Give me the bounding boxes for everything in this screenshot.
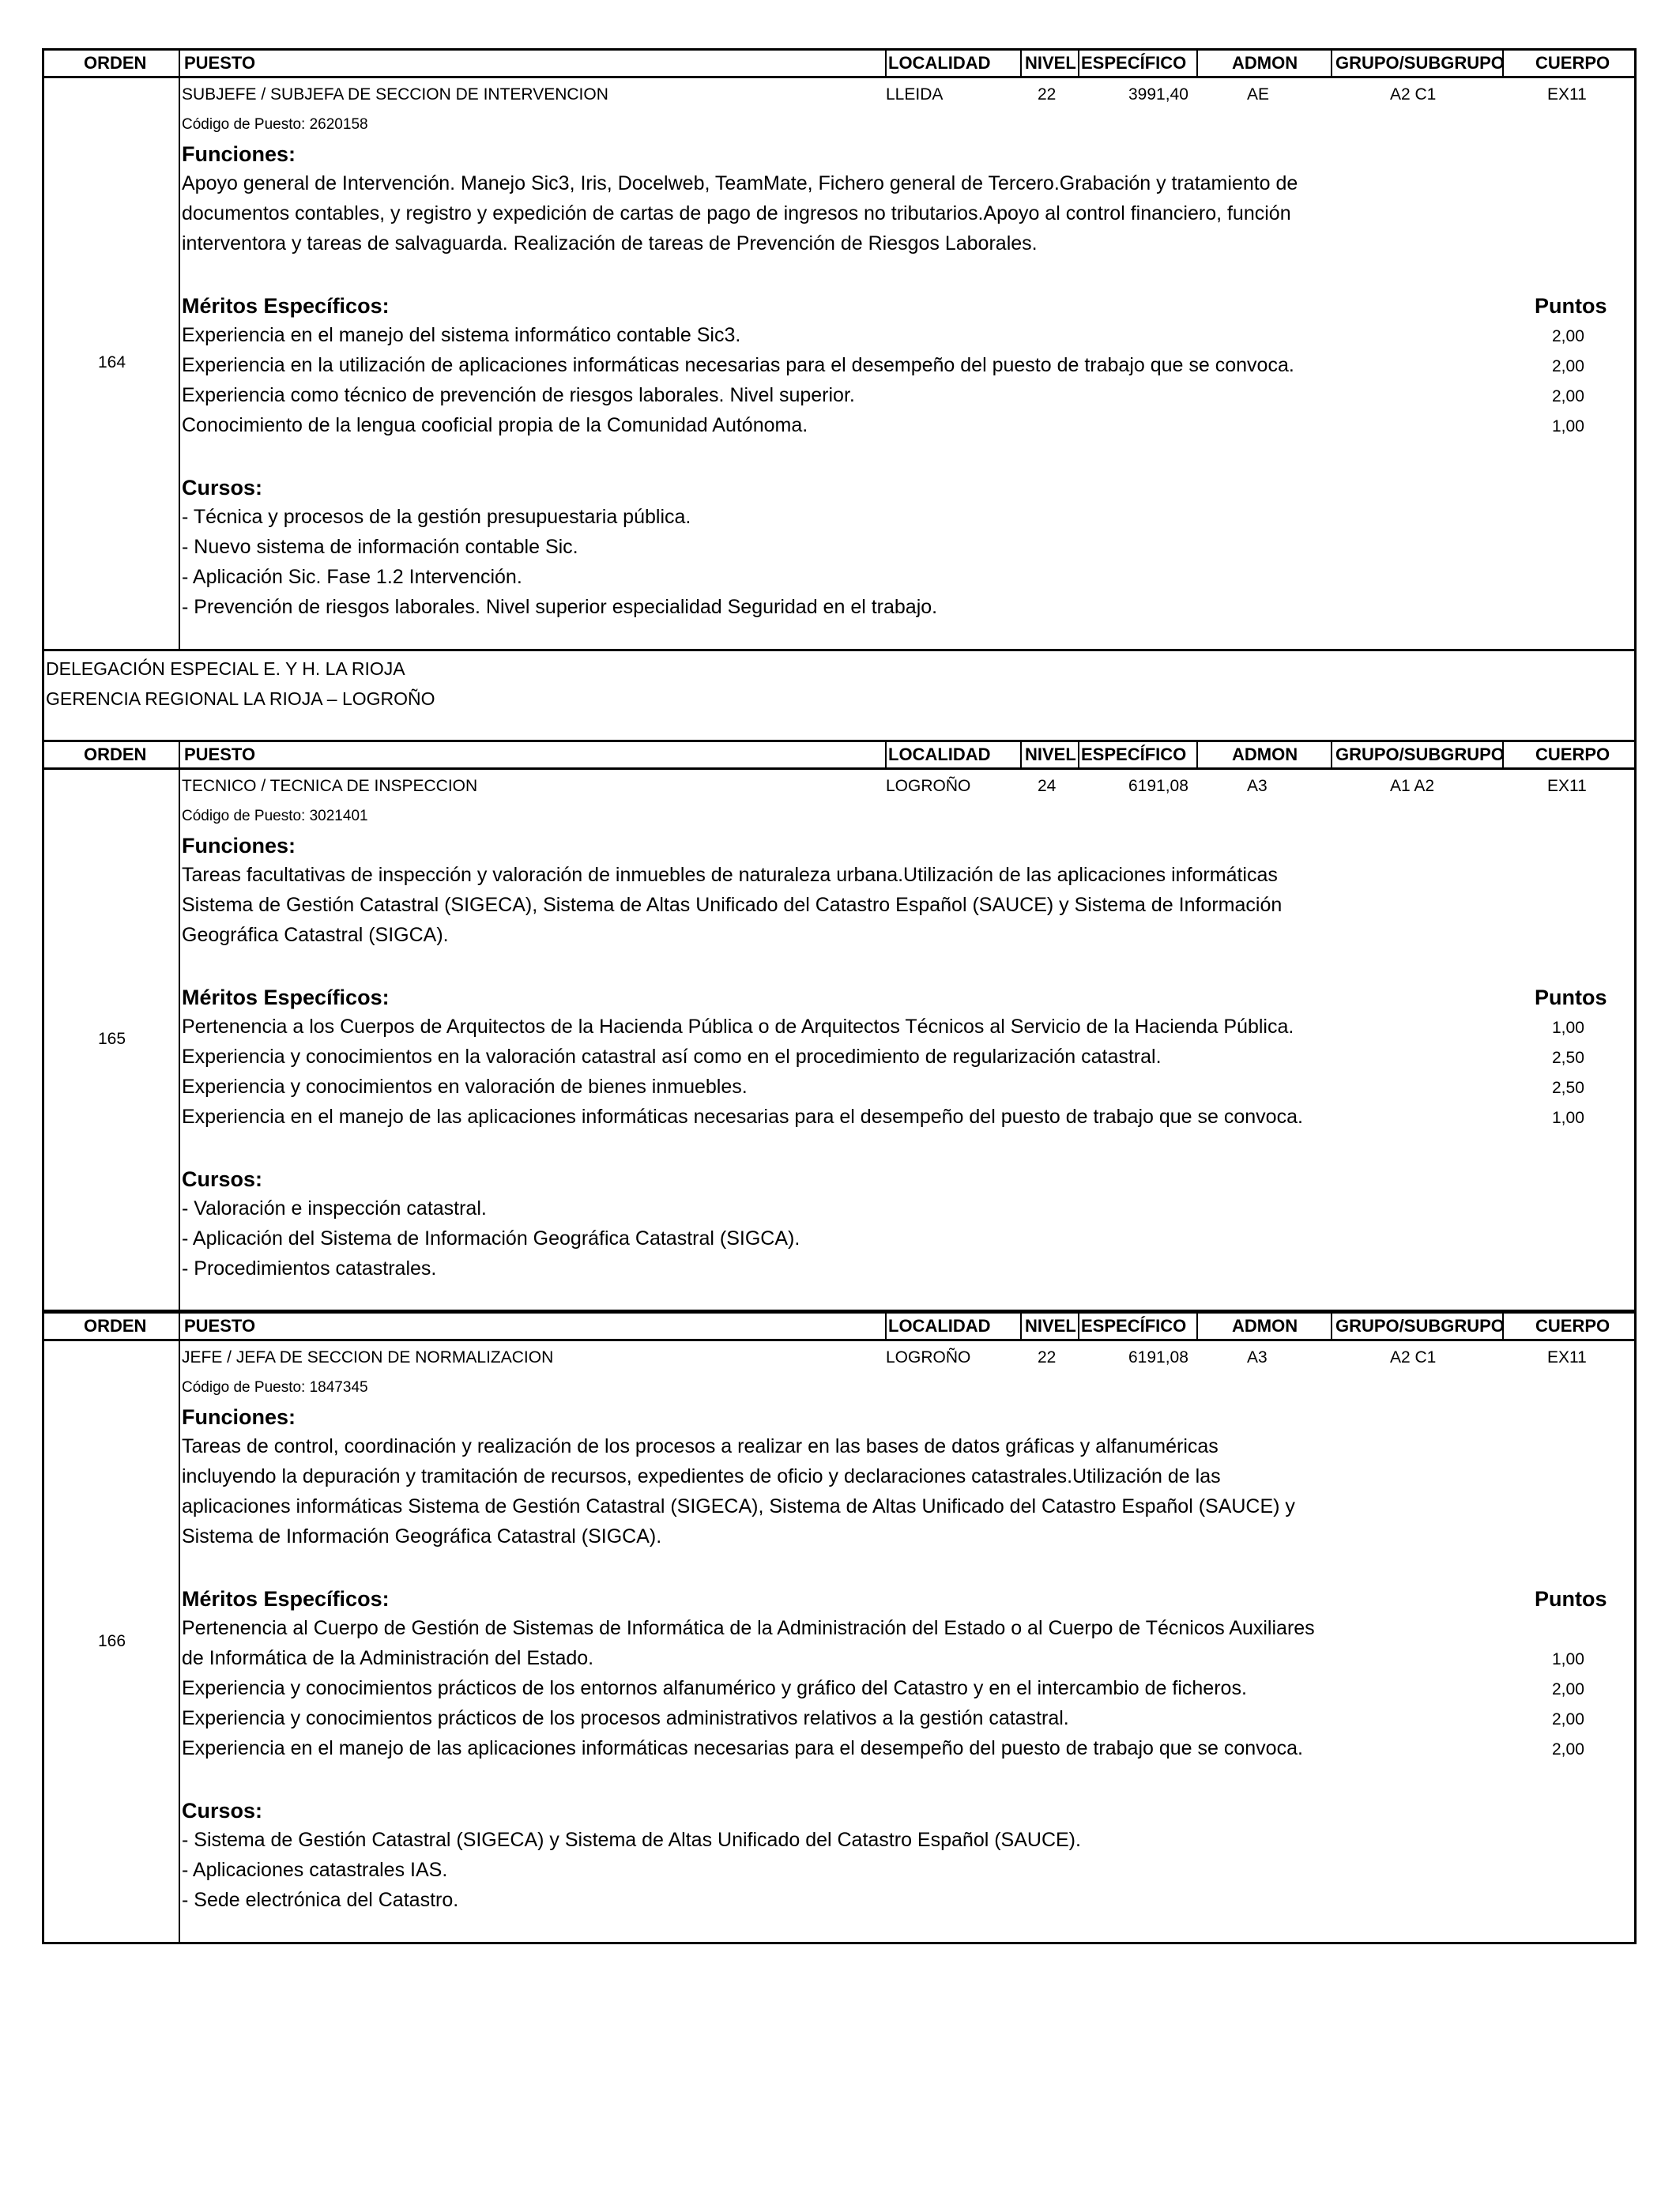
funciones-line: Apoyo general de Intervención. Manejo Sic3, Iris, Docelweb, TeamMate, Fichero general de Tercero.Grabación y tratamiento de bbox=[182, 172, 1298, 194]
header-admon: ADMON bbox=[1232, 53, 1298, 73]
funciones-line: incluyendo la depuración y tramitación de recursos, expedientes de oficio y declaraciones catastrales.Utilización de las bbox=[182, 1465, 1221, 1487]
merito-puntos: 2,00 bbox=[1552, 1710, 1584, 1728]
merito-puntos: 2,50 bbox=[1552, 1049, 1584, 1067]
merito-text: Experiencia en el manejo del sistema informático contable Sic3. bbox=[182, 324, 741, 346]
header-cuerpo: CUERPO bbox=[1535, 53, 1610, 73]
cuerpo-value: EX11 bbox=[1547, 777, 1587, 795]
curso-item: - Técnica y procesos de la gestión presupuestaria pública. bbox=[182, 506, 691, 528]
header-grupo: GRUPO/SUBGRUPO bbox=[1335, 53, 1505, 73]
merito-puntos: 1,00 bbox=[1552, 1109, 1584, 1127]
header-nivel: NIVEL bbox=[1025, 1316, 1076, 1336]
grupo-value: A1 A2 bbox=[1390, 777, 1435, 795]
nivel-value: 24 bbox=[1038, 777, 1057, 795]
curso-item: - Aplicación del Sistema de Información Geográfica Catastral (SIGCA). bbox=[182, 1227, 800, 1250]
curso-item: - Sede electrónica del Catastro. bbox=[182, 1889, 459, 1911]
header-grupo: GRUPO/SUBGRUPO bbox=[1335, 1316, 1505, 1336]
puntos-label: Puntos bbox=[1535, 1587, 1607, 1611]
puesto-title: TECNICO / TECNICA DE INSPECCION bbox=[182, 777, 478, 795]
merito-text: Experiencia y conocimientos en la valoración catastral así como en el procedimiento de regularización catastral. bbox=[182, 1046, 1162, 1068]
especifico-value: 6191,08 bbox=[1128, 777, 1188, 795]
header-cuerpo: CUERPO bbox=[1535, 745, 1610, 764]
table-header bbox=[42, 740, 1637, 770]
merito-puntos: 1,00 bbox=[1552, 417, 1584, 435]
orden-value: 166 bbox=[98, 1632, 126, 1650]
merito-puntos: 2,50 bbox=[1552, 1079, 1584, 1097]
merito-text: Experiencia y conocimientos en valoración de bienes inmuebles. bbox=[182, 1076, 748, 1098]
orden-value: 165 bbox=[98, 1030, 126, 1048]
curso-item: - Procedimientos catastrales. bbox=[182, 1257, 437, 1280]
merito-puntos: 2,00 bbox=[1552, 357, 1584, 375]
header-puesto: PUESTO bbox=[184, 745, 256, 764]
funciones-label: Funciones: bbox=[182, 142, 296, 166]
header-puesto: PUESTO bbox=[184, 1316, 256, 1336]
funciones-line: Tareas facultativas de inspección y valoración de inmuebles de naturaleza urbana.Utilización de las aplicaciones informáticas bbox=[182, 864, 1278, 886]
puntos-label: Puntos bbox=[1535, 986, 1607, 1009]
curso-item: - Aplicación Sic. Fase 1.2 Intervención. bbox=[182, 566, 522, 588]
funciones-line: documentos contables, y registro y expedición de cartas de pago de ingresos no tributarios.Apoyo al control financiero, función bbox=[182, 202, 1291, 224]
cursos-label: Cursos: bbox=[182, 1167, 263, 1191]
merito-text: Experiencia en el manejo de las aplicaciones informáticas necesarias para el desempeño del puesto de trabajo que se convoca. bbox=[182, 1106, 1303, 1128]
header-grupo: GRUPO/SUBGRUPO bbox=[1335, 745, 1505, 764]
merito-text: Experiencia en el manejo de las aplicaciones informáticas necesarias para el desempeño del puesto de trabajo que se convoca. bbox=[182, 1737, 1303, 1759]
merito-puntos: 1,00 bbox=[1552, 1019, 1584, 1037]
merito-text: Conocimiento de la lengua cooficial propia de la Comunidad Autónoma. bbox=[182, 414, 808, 436]
grupo-value: A2 C1 bbox=[1390, 1348, 1437, 1367]
funciones-line: Sistema de Información Geográfica Catastral (SIGCA). bbox=[182, 1525, 662, 1547]
cursos-label: Cursos: bbox=[182, 476, 263, 499]
merito-puntos: 1,00 bbox=[1552, 1650, 1584, 1668]
merito-text: Pertenencia a los Cuerpos de Arquitectos de la Hacienda Pública o de Arquitectos Técnicos al Servicio de la Hacienda Pública. bbox=[182, 1016, 1294, 1038]
merito-puntos: 2,00 bbox=[1552, 387, 1584, 405]
nivel-value: 22 bbox=[1038, 85, 1057, 104]
grupo-value: A2 C1 bbox=[1390, 85, 1437, 104]
especifico-value: 6191,08 bbox=[1128, 1348, 1188, 1367]
puesto-title: JEFE / JEFA DE SECCION DE NORMALIZACION bbox=[182, 1348, 554, 1367]
header-orden: ORDEN bbox=[84, 53, 147, 73]
header-cuerpo: CUERPO bbox=[1535, 1316, 1610, 1336]
merito-puntos: 2,00 bbox=[1552, 1740, 1584, 1759]
header-nivel: NIVEL bbox=[1025, 745, 1076, 764]
header-nivel: NIVEL bbox=[1025, 53, 1076, 73]
funciones-label: Funciones: bbox=[182, 1405, 296, 1429]
codigo-puesto: Código de Puesto: 3021401 bbox=[182, 808, 368, 824]
funciones-line: aplicaciones informáticas Sistema de Gestión Catastral (SIGECA), Sistema de Altas Unificado del Catastro Español (SAUCE) y bbox=[182, 1495, 1295, 1517]
cuerpo-value: EX11 bbox=[1547, 85, 1587, 104]
meritos-label: Méritos Específicos: bbox=[182, 986, 390, 1009]
localidad-value: LOGROÑO bbox=[886, 1348, 971, 1367]
cursos-label: Cursos: bbox=[182, 1799, 263, 1823]
meritos-label: Méritos Específicos: bbox=[182, 1587, 390, 1611]
header-especifico: ESPECÍFICO bbox=[1081, 1316, 1187, 1336]
table-header bbox=[42, 1311, 1637, 1341]
curso-item: - Prevención de riesgos laborales. Nivel superior especialidad Seguridad en el trabajo. bbox=[182, 596, 938, 618]
funciones-line: Sistema de Gestión Catastral (SIGECA), Sistema de Altas Unificado del Catastro Español (SAUCE) y Sistema de Información bbox=[182, 894, 1283, 916]
header-puesto: PUESTO bbox=[184, 53, 256, 73]
admon-value: A3 bbox=[1247, 777, 1268, 795]
header-especifico: ESPECÍFICO bbox=[1081, 745, 1187, 764]
localidad-value: LLEIDA bbox=[886, 85, 944, 104]
meritos-label: Méritos Específicos: bbox=[182, 294, 390, 318]
section-delegacion: DELEGACIÓN ESPECIAL E. Y H. LA RIOJA bbox=[46, 658, 405, 679]
admon-value: AE bbox=[1247, 85, 1270, 104]
orden-value: 164 bbox=[98, 353, 126, 371]
curso-item: - Nuevo sistema de información contable Sic. bbox=[182, 536, 578, 558]
funciones-line: Geográfica Catastral (SIGCA). bbox=[182, 924, 449, 946]
funciones-line: Tareas de control, coordinación y realización de los procesos a realizar en las bases de datos gráficas y alfanuméricas bbox=[182, 1435, 1219, 1457]
curso-item: - Aplicaciones catastrales IAS. bbox=[182, 1859, 448, 1881]
admon-value: A3 bbox=[1247, 1348, 1268, 1367]
header-orden: ORDEN bbox=[84, 745, 147, 764]
codigo-puesto: Código de Puesto: 1847345 bbox=[182, 1379, 368, 1396]
curso-item: - Sistema de Gestión Catastral (SIGECA) y Sistema de Altas Unificado del Catastro Español (SAUCE). bbox=[182, 1829, 1081, 1851]
funciones-label: Funciones: bbox=[182, 834, 296, 858]
header-especifico: ESPECÍFICO bbox=[1081, 53, 1187, 73]
localidad-value: LOGROÑO bbox=[886, 777, 971, 795]
header-admon: ADMON bbox=[1232, 745, 1298, 764]
curso-item: - Valoración e inspección catastral. bbox=[182, 1197, 487, 1220]
merito-text: Experiencia y conocimientos prácticos de los procesos administrativos relativos a la gestión catastral. bbox=[182, 1707, 1069, 1729]
cuerpo-value: EX11 bbox=[1547, 1348, 1587, 1367]
header-admon: ADMON bbox=[1232, 1316, 1298, 1336]
merito-puntos: 2,00 bbox=[1552, 327, 1584, 345]
funciones-line: interventora y tareas de salvaguarda. Realización de tareas de Prevención de Riesgos Laborales. bbox=[182, 232, 1038, 254]
section-gerencia: GERENCIA REGIONAL LA RIOJA – LOGROÑO bbox=[46, 688, 435, 709]
header-localidad: LOCALIDAD bbox=[888, 53, 991, 73]
nivel-value: 22 bbox=[1038, 1348, 1057, 1367]
merito-puntos: 2,00 bbox=[1552, 1680, 1584, 1698]
puesto-title: SUBJEFE / SUBJEFA DE SECCION DE INTERVENCION bbox=[182, 85, 608, 104]
especifico-value: 3991,40 bbox=[1128, 85, 1188, 104]
table-header bbox=[42, 48, 1637, 78]
merito-text: Pertenencia al Cuerpo de Gestión de Sistemas de Informática de la Administración del Estado o al Cuerpo de Técnicos Auxiliares bbox=[182, 1617, 1315, 1639]
puntos-label: Puntos bbox=[1535, 294, 1607, 318]
entry-166 bbox=[42, 1341, 1637, 1944]
header-localidad: LOCALIDAD bbox=[888, 745, 991, 764]
merito-text: Experiencia y conocimientos prácticos de los entornos alfanumérico y gráfico del Catastro y en el intercambio de ficheros. bbox=[182, 1677, 1247, 1699]
header-orden: ORDEN bbox=[84, 1316, 147, 1336]
codigo-puesto: Código de Puesto: 2620158 bbox=[182, 116, 368, 133]
header-localidad: LOCALIDAD bbox=[888, 1316, 991, 1336]
merito-text: de Informática de la Administración del Estado. bbox=[182, 1647, 594, 1669]
merito-text: Experiencia en la utilización de aplicaciones informáticas necesarias para el desempeño del puesto de trabajo que se convoca. bbox=[182, 354, 1294, 376]
merito-text: Experiencia como técnico de prevención de riesgos laborales. Nivel superior. bbox=[182, 384, 855, 406]
